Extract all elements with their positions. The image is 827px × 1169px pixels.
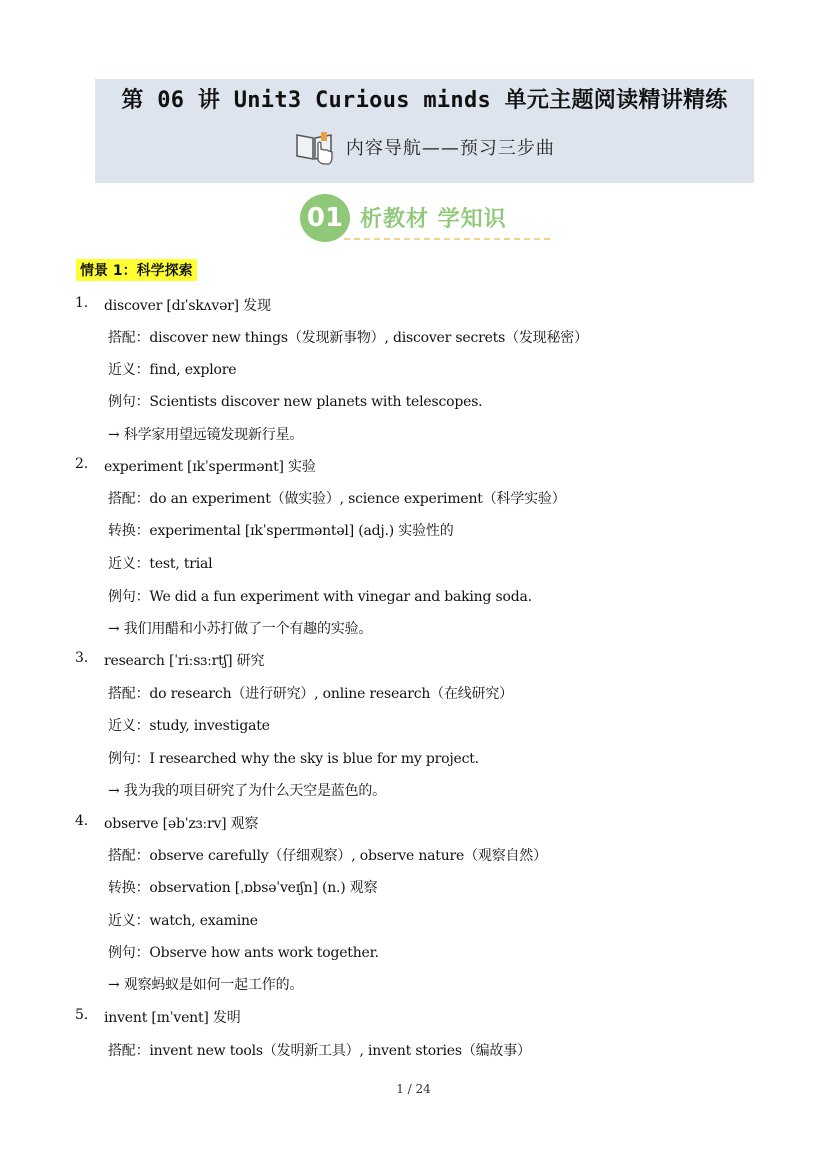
scene-label: 情景 1：科学探索 (76, 259, 197, 281)
entry-example: 例句：Scientists discover new planets with telescopes. (108, 394, 483, 410)
entry-synonyms: 近义：test, trial (108, 556, 213, 572)
page-number: 1 / 24 (396, 1082, 431, 1096)
entry-translation: → 观察蚂蚁是如何一起工作的。 (108, 977, 304, 993)
section-dashed-line (344, 238, 550, 240)
section-title: 析教材 学知识 (360, 207, 507, 232)
header-box (95, 79, 754, 183)
entry-headword: discover [dɪˈskʌvər] 发现 (104, 298, 271, 314)
page-title: 第 06 讲 Unit3 Curious minds 单元主题阅读精讲精练 (121, 88, 728, 113)
entry-headword: experiment [ɪkˈsperɪmənt] 实验 (104, 459, 316, 475)
content-nav (95, 129, 754, 165)
entry-number: 4. (75, 813, 88, 829)
entry-conversion: 转换：observation [ˌɒbsəˈveɪʃn] (n.) 观察 (108, 880, 378, 896)
entry-synonyms: 近义：study, investigate (108, 718, 270, 734)
section-number: 01 (300, 194, 350, 242)
entry-number: 1. (75, 295, 88, 311)
entry-example: 例句：I researched why the sky is blue for my project. (108, 751, 479, 767)
entry-synonyms: 近义：find, explore (108, 362, 237, 378)
entry-number: 3. (75, 650, 88, 666)
entry-example: 例句：Observe how ants work together. (108, 945, 379, 961)
entry-collocation: 搭配：observe carefully（仔细观察）, observe nature（观察自然） (108, 848, 547, 864)
entry-headword: research [ˈriːsɜːrtʃ] 研究 (104, 653, 265, 669)
entry-collocation: 搭配：do research（进行研究）, online research（在线研究） (108, 686, 513, 702)
entry-number: 2. (75, 456, 88, 472)
entry-number: 5. (75, 1007, 88, 1023)
entry-headword: invent [ɪnˈvent] 发明 (104, 1010, 241, 1026)
entry-example: 例句：We did a fun experiment with vinegar and baking soda. (108, 589, 532, 605)
entry-translation: → 科学家用望远镜发现新行星。 (108, 427, 304, 443)
entry-collocation: 搭配：invent new tools（发明新工具）, invent stories（编故事） (108, 1043, 531, 1059)
section-banner (298, 193, 558, 245)
entry-synonyms: 近义：watch, examine (108, 913, 258, 929)
entry-collocation: 搭配：discover new things（发现新事物）, discover secrets（发现秘密） (108, 330, 588, 346)
nav-title: 内容导航——预习三步曲 (345, 138, 555, 159)
entry-collocation: 搭配：do an experiment（做实验）, science experiment（科学实验） (108, 491, 566, 507)
entry-conversion: 转换：experimental [ɪkˈsperɪməntəl] (adj.) 实验性的 (108, 523, 454, 539)
entry-headword: observe [əbˈzɜːrv] 观察 (104, 816, 259, 832)
book-pointer-icon (294, 129, 336, 165)
entry-translation: → 我为我的项目研究了为什么天空是蓝色的。 (108, 783, 386, 799)
entry-translation: → 我们用醋和小苏打做了一个有趣的实验。 (108, 621, 373, 637)
